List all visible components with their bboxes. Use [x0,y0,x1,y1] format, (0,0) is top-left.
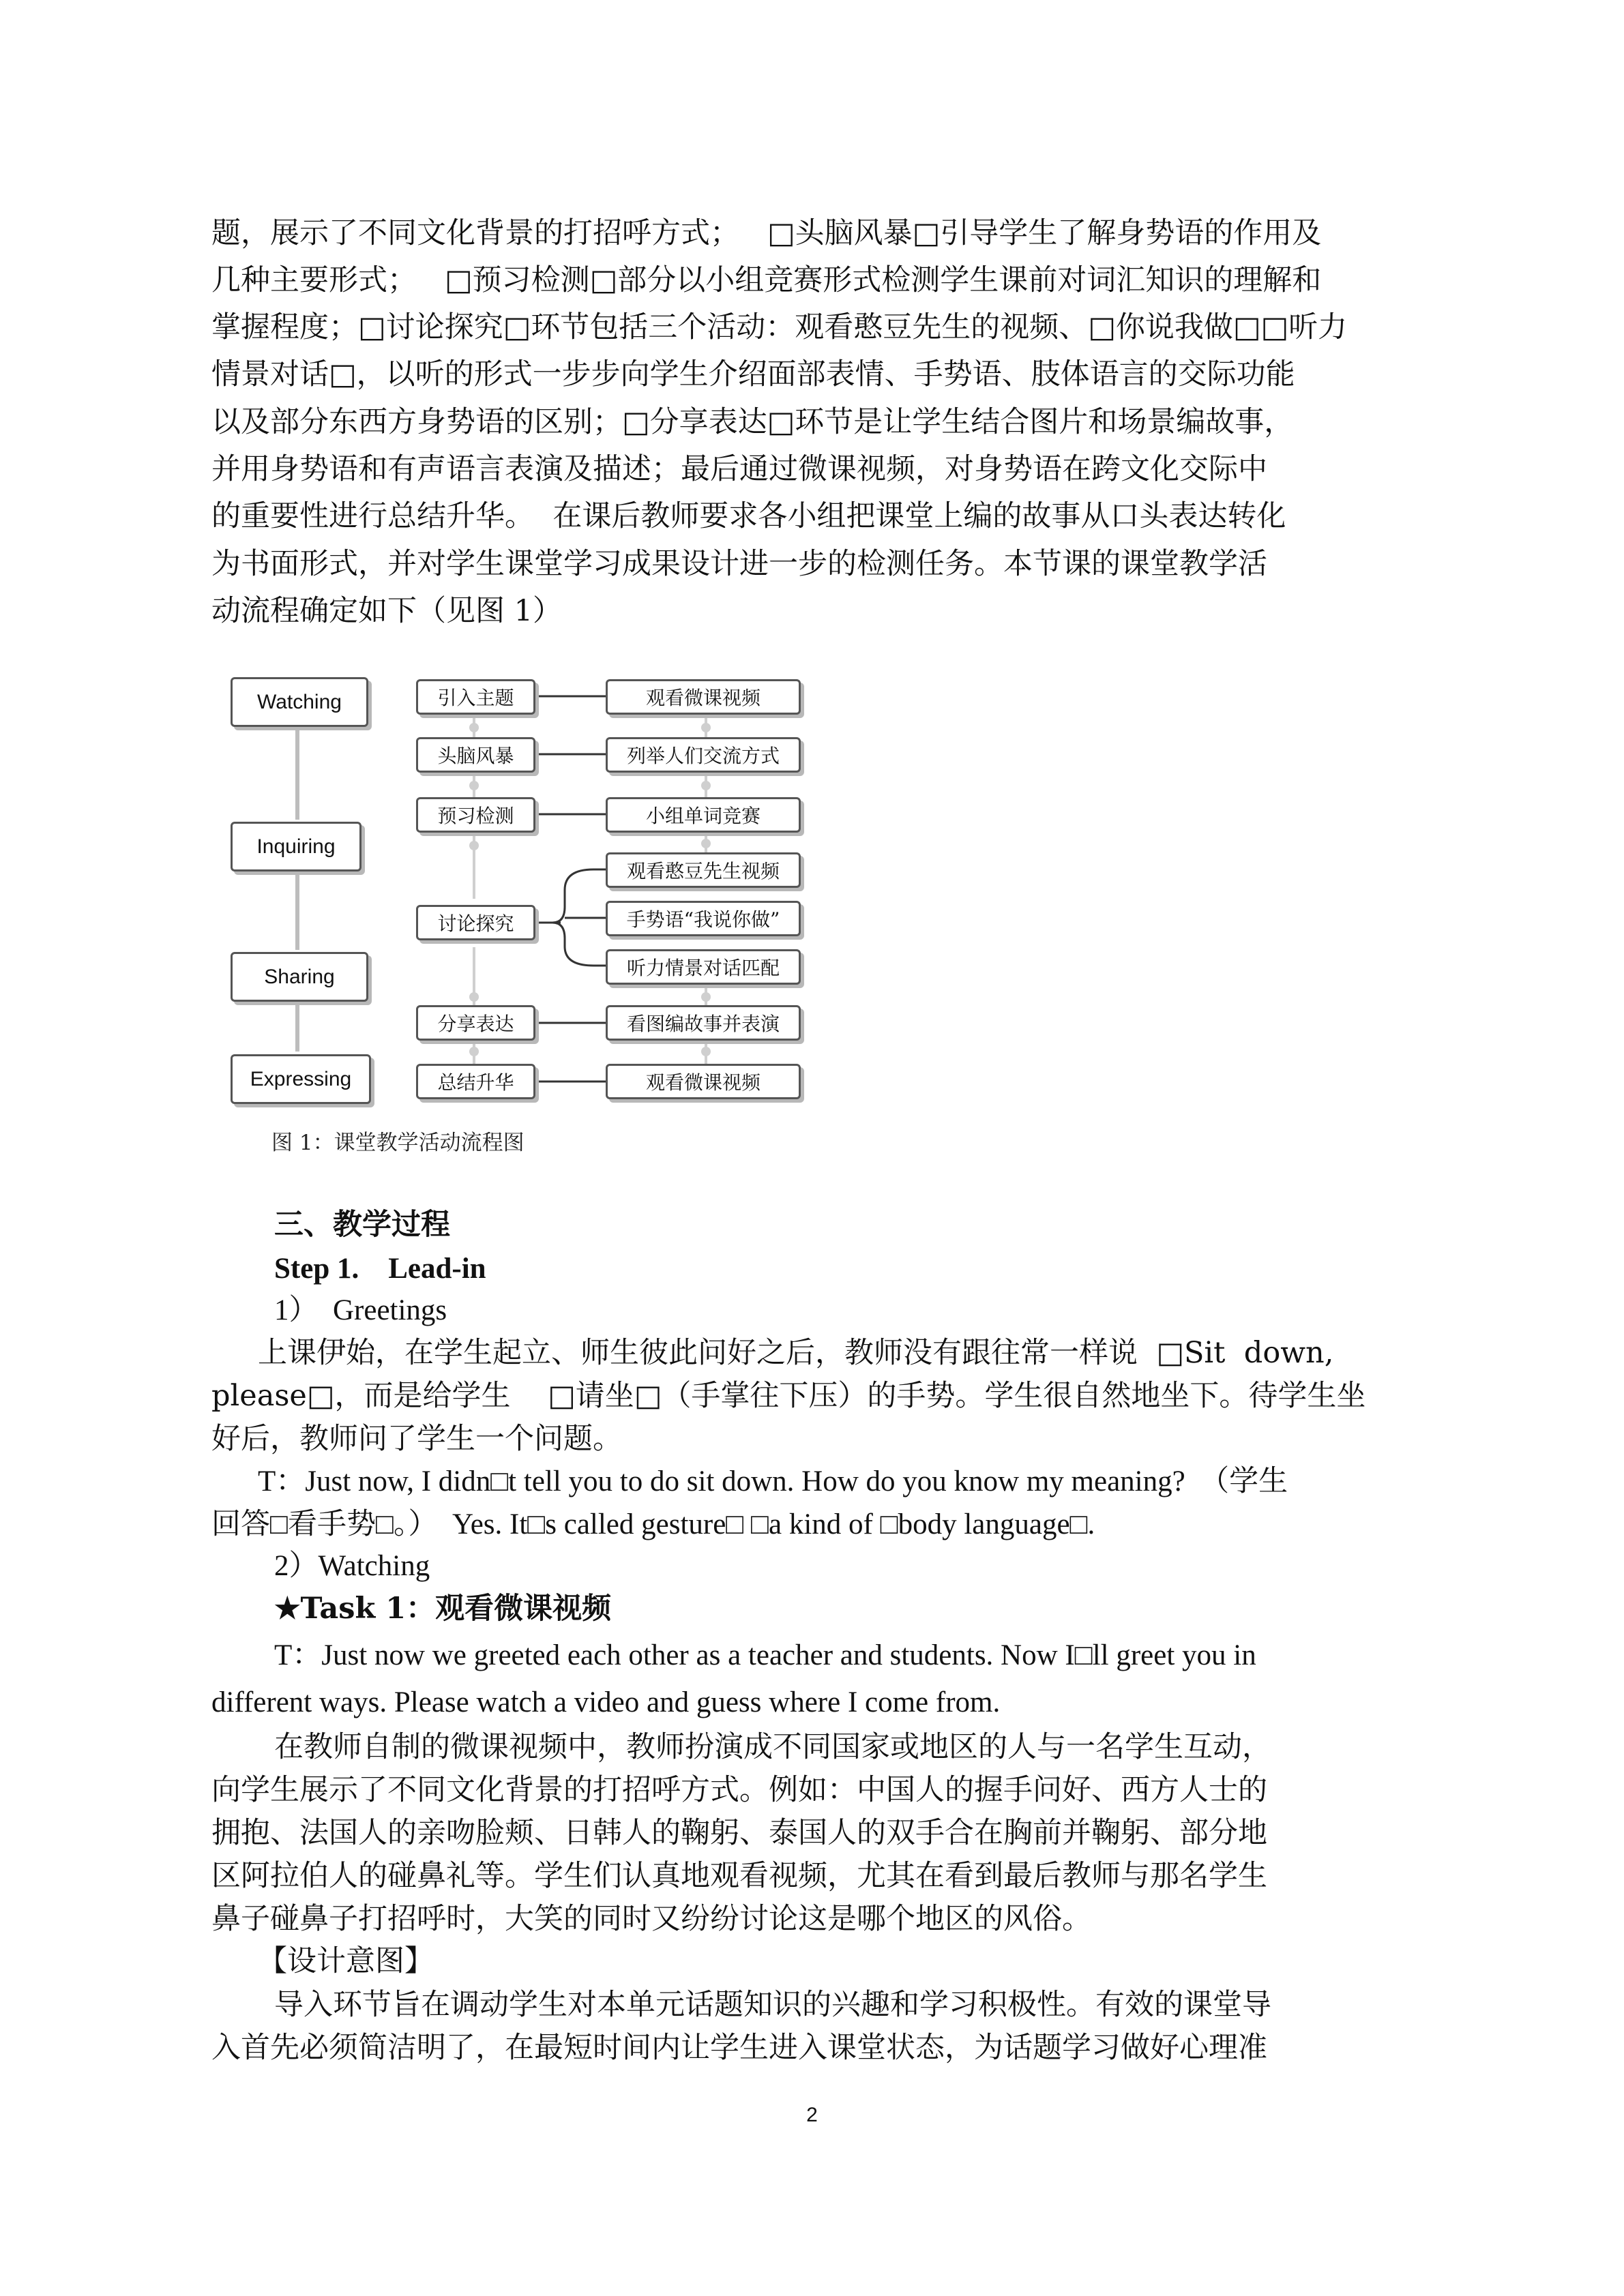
dialogue-line: T：Just now, I didn□t tell you to do sit down. How do you know my meaning? （学生 [258,1465,1288,1497]
paragraph-line: 动流程确定如下（见图 1） [211,594,563,628]
video-description-line: 向学生展示了不同文化背景的打招呼方式。例如：中国人的握手问好、西方人士的 [211,1773,1267,1807]
step-box-summary: 总结升华 [416,1064,535,1099]
greeting-line: 好后，教师问了学生一个问题。 [211,1422,622,1456]
paragraph-line: 为书面形式，并对学生课堂学习成果设计进一步的检测任务。本节课的课堂教学活 [211,547,1267,581]
greeting-line: 上课伊始，在学生起立、师生彼此问好之后，教师没有跟往常一样说 □Sit down, [258,1336,1334,1370]
step-heading: Step 1. Lead-in [274,1253,486,1285]
section-heading: 三、教学过程 [274,1208,450,1242]
video-description-line: 鼻子碰鼻子打招呼时，大笑的同时又纷纷讨论这是哪个地区的风俗。 [211,1902,1091,1936]
paragraph-line: 并用身势语和有声语言表演及描述；最后通过微课视频，对身势语在跨文化交际中 [211,452,1267,486]
activity-box: 看图编故事并表演 [606,1005,801,1041]
step-box-lead-in: 引入主题 [416,679,535,715]
design-intent-heading: 【设计意图】 [258,1944,434,1978]
video-description-line: 在教师自制的微课视频中，教师扮演成不同国家或地区的人与一名学生互动， [274,1730,1271,1764]
step-box-preview-check: 预习检测 [416,797,535,833]
figure-caption: 图 1：课堂教学活动流程图 [271,1131,525,1155]
video-description-line: 区阿拉伯人的碰鼻礼等。学生们认真地观看视频，尤其在看到最后教师与那名学生 [211,1859,1267,1893]
step-box-brainstorm: 头脑风暴 [416,737,535,773]
paragraph-line: 以及部分东西方身势语的区别；□分享表达□环节是让学生结合图片和场景编故事， [211,405,1294,439]
step-box-sharing: 分享表达 [416,1005,535,1041]
stage-box-inquiring: Inquiring [231,822,361,871]
item-watching: 2）Watching [274,1550,430,1582]
activity-box: 观看微课视频 [606,679,801,715]
item-greetings: 1） Greetings [274,1294,447,1326]
video-description-line: 拥抱、法国人的亲吻脸颊、日韩人的鞠躬、泰国人的双手合在胸前并鞠躬、部分地 [211,1816,1267,1850]
activity-box: 小组单词竞赛 [606,797,801,833]
activity-box: 听力情景对话匹配 [606,949,801,985]
activity-box: 列举人们交流方式 [606,737,801,773]
paragraph-line: 的重要性进行总结升华。 在课后教师要求各小组把课堂上编的故事从口头表达转化 [211,499,1286,533]
step-box-discussion: 讨论探究 [416,905,535,940]
stage-box-expressing: Expressing [231,1054,371,1104]
dialogue-line: 回答□看手势□。） Yes. It□s called gesture□ □a kind of □body language□. [211,1508,1095,1540]
activity-box: 观看憨豆先生视频 [606,852,801,888]
paragraph-line: 掌握程度；□讨论探究□环节包括三个活动：观看憨豆先生的视频、□你说我做□□听力 [211,310,1348,344]
activity-box: 观看微课视频 [606,1064,801,1099]
task-line: T：Just now we greeted each other as a teacher and students. Now I□ll greet you in [274,1639,1256,1671]
paragraph-line: 几种主要形式； □预习检测□部分以小组竞赛形式检测学生课前对词汇知识的理解和 [211,263,1322,297]
paragraph-line: 情景对话□，以听的形式一步步向学生介绍面部表情、手势语、肢体语言的交际功能 [211,357,1295,391]
design-intent-line: 入首先必须简洁明了，在最短时间内让学生进入课堂状态，为话题学习做好心理准 [211,2031,1267,2065]
greeting-line: please□，而是给学生 □请坐□（手掌往下压）的手势。学生很自然地坐下。待学生坐 [211,1379,1366,1413]
task-line: different ways. Please watch a video and guess where I come from. [211,1686,1001,1718]
task-heading: ★Task 1：观看微课视频 [274,1592,612,1626]
paragraph-line: 题，展示了不同文化背景的打招呼方式； □头脑风暴□引导学生了解身势语的作用及 [211,216,1322,250]
stage-box-watching: Watching [231,677,368,727]
design-intent-line: 导入环节旨在调动学生对本单元话题知识的兴趣和学习积极性。有效的课堂导 [274,1988,1271,2022]
page-number: 2 [806,2104,818,2126]
activity-box: 手势语“我说你做” [606,901,801,936]
stage-box-sharing: Sharing [231,952,368,1002]
